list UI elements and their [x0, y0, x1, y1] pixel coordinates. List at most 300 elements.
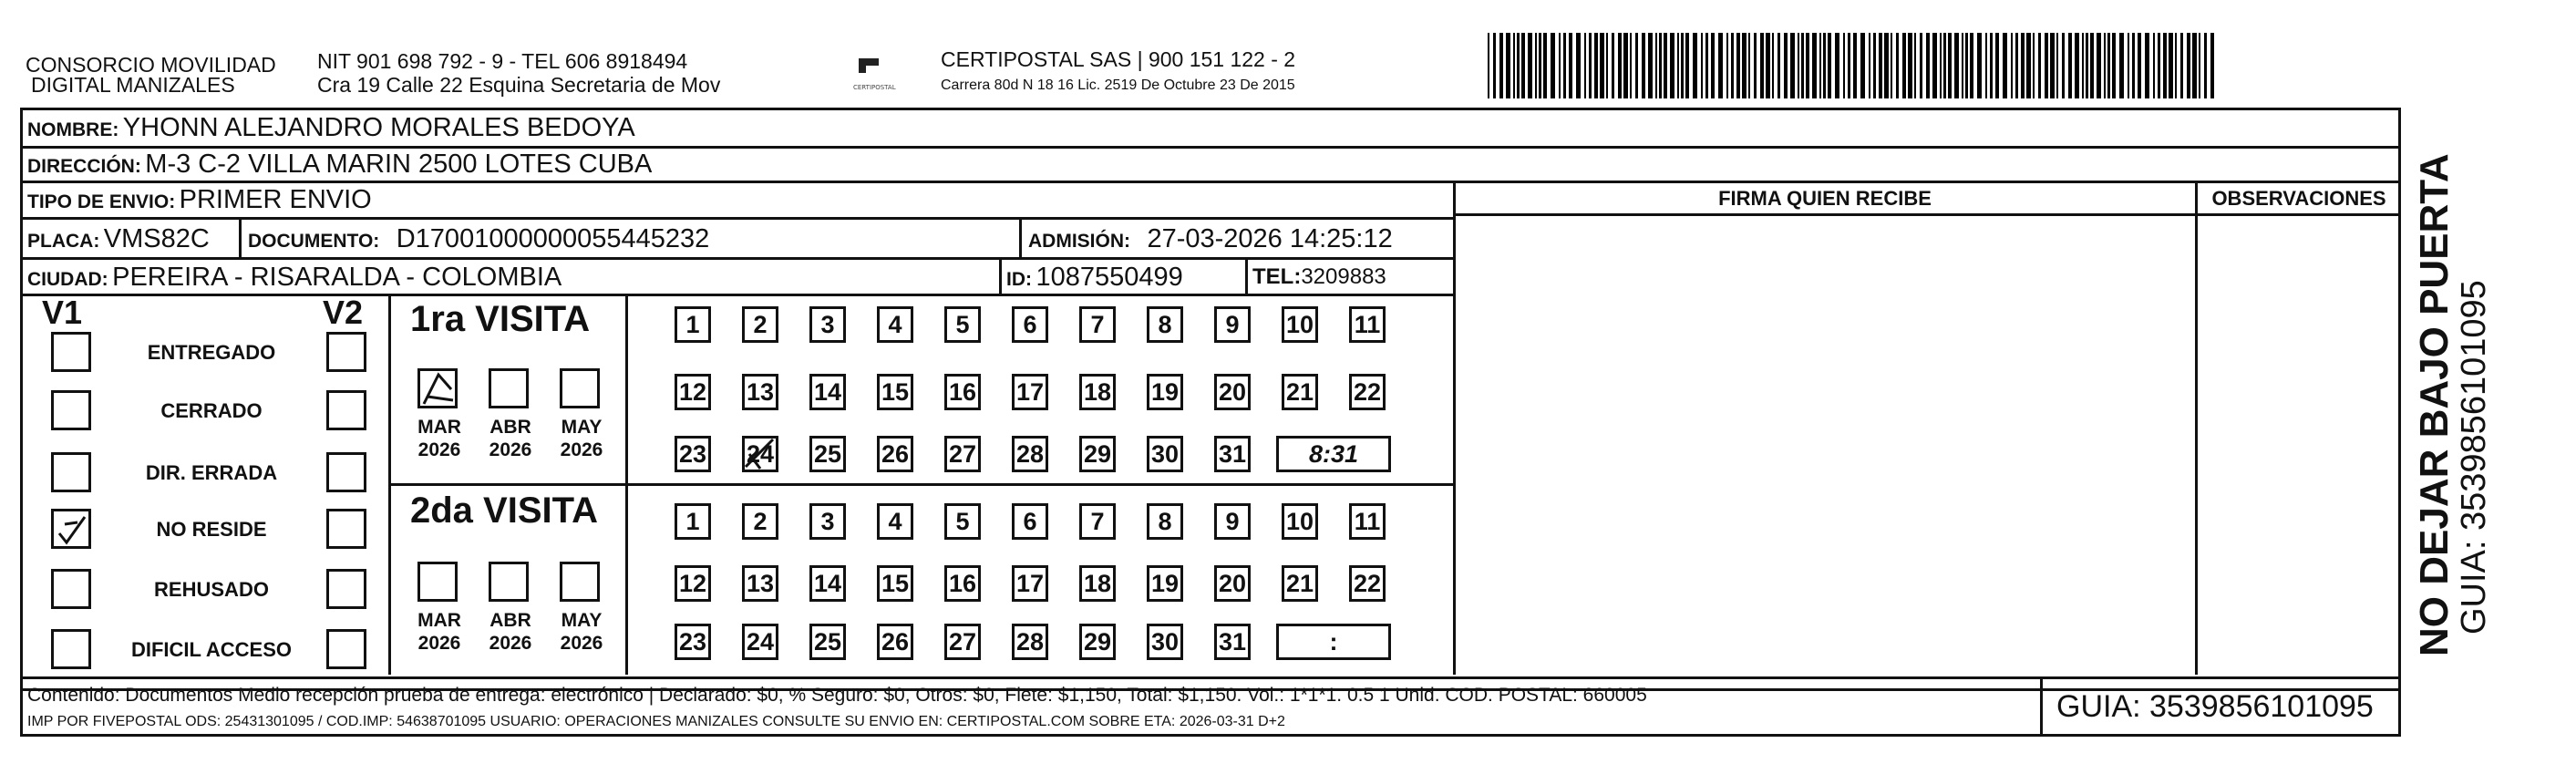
day-number: 26 [881, 628, 910, 656]
day-box[interactable] [809, 306, 846, 343]
time-box[interactable] [1276, 436, 1391, 472]
month-year: 2026 [489, 439, 532, 460]
barcode-bar [2180, 33, 2183, 98]
barcode-bar [1612, 33, 1614, 98]
barcode-bar [1902, 33, 1906, 98]
placa-row [27, 222, 210, 260]
firma-header: FIRMA QUIEN RECIBE [1718, 187, 1932, 210]
admision-row [1028, 222, 1393, 260]
barcode-bar [1943, 33, 1946, 98]
day-number: 25 [813, 628, 842, 656]
tel-value: 3209883 [1301, 264, 1386, 289]
month-checkbox[interactable] [560, 368, 600, 408]
month-checkbox[interactable] [417, 368, 458, 408]
day-box[interactable] [1214, 374, 1251, 410]
barcode-bar [1990, 33, 1993, 98]
barcode-bar [2145, 33, 2149, 98]
barcode-bar [1589, 33, 1592, 98]
time-value: : [1329, 628, 1338, 656]
day-number: 16 [948, 570, 977, 597]
company-name-line1: CONSORCIO MOVILIDAD [26, 53, 276, 77]
day-box[interactable] [944, 374, 981, 410]
barcode-bar [1823, 33, 1826, 98]
day-number: 18 [1083, 378, 1112, 406]
day-number: 11 [1354, 508, 1381, 535]
day-box[interactable] [1012, 436, 1048, 472]
day-number: 7 [1090, 311, 1105, 338]
day-box[interactable] [944, 306, 981, 343]
day-number: 31 [1218, 440, 1247, 468]
barcode-bar [2128, 33, 2129, 98]
month-year: 2026 [489, 633, 532, 654]
day-box[interactable] [1079, 624, 1116, 660]
barcode-bar [2192, 33, 2197, 98]
day-box[interactable] [809, 565, 846, 602]
barcode-bar [1606, 33, 1608, 98]
barcode-bar [1576, 33, 1581, 98]
month-label: ABR [489, 610, 531, 631]
barcode-bar [2107, 33, 2110, 98]
reason-label: CERRADO [160, 399, 263, 422]
barcode-bar [1693, 33, 1697, 98]
day-number: 23 [678, 628, 707, 656]
month-label: MAY [561, 610, 603, 631]
barcode-bar [1965, 33, 1968, 98]
direccion-value: M-3 C-2 VILLA MARIN 2500 LOTES CUBA [145, 150, 653, 179]
day-number: 21 [1285, 570, 1314, 597]
day-box[interactable] [877, 306, 913, 343]
day-box[interactable] [1147, 374, 1183, 410]
barcode-bar [1742, 33, 1747, 98]
first-visit-title: 1ra VISITA [410, 299, 591, 339]
day-box[interactable] [742, 565, 778, 602]
barcode-bar [1569, 33, 1572, 98]
barcode-bar [1766, 33, 1770, 98]
barcode-bar [1551, 33, 1555, 98]
day-number: 23 [678, 440, 707, 468]
v2-checkbox[interactable] [326, 452, 366, 492]
v2-checkbox[interactable] [326, 569, 366, 609]
barcode-bar [1772, 33, 1774, 98]
barcode-bar [1948, 33, 1952, 98]
day-number: 12 [678, 570, 707, 597]
barcode-bar [1920, 33, 1922, 98]
v1-checkbox[interactable] [51, 629, 91, 669]
day-box[interactable] [1147, 624, 1183, 660]
v2-checkbox[interactable] [326, 509, 366, 549]
day-box[interactable] [742, 624, 778, 660]
month-year: 2026 [417, 439, 461, 460]
barcode-bar [1784, 33, 1788, 98]
id-row [1006, 261, 1183, 298]
barcode-bar [2003, 33, 2007, 98]
barcode-bar [1873, 33, 1876, 98]
barcode-bar [1681, 33, 1684, 98]
barcode-bar [1535, 33, 1537, 98]
day-box[interactable] [1282, 374, 1318, 410]
day-box[interactable] [1079, 436, 1116, 472]
day-number: 2 [753, 508, 768, 535]
day-number: 24 [746, 440, 775, 468]
day-box[interactable] [675, 436, 711, 472]
barcode-bar [1630, 33, 1632, 98]
day-box[interactable] [1214, 306, 1251, 343]
barcode-bar [1539, 33, 1541, 98]
month-label-group [481, 416, 540, 461]
barcode-bar [1848, 33, 1850, 98]
month-label-group [410, 416, 469, 461]
month-label-group [481, 609, 540, 655]
barcode-bar [2097, 33, 2101, 98]
tipo-envio-value: PRIMER ENVIO [179, 185, 372, 214]
day-box[interactable] [1079, 374, 1116, 410]
barcode-bar [2090, 33, 2094, 98]
day-box[interactable] [1349, 503, 1386, 540]
day-box[interactable] [1214, 624, 1251, 660]
day-box[interactable] [742, 374, 778, 410]
day-box[interactable] [1282, 565, 1318, 602]
day-box[interactable] [675, 306, 711, 343]
barcode-bar [1521, 33, 1525, 98]
signature-area[interactable] [1457, 217, 2193, 673]
month-year: 2026 [560, 439, 603, 460]
day-number: 24 [746, 628, 775, 656]
day-number: 30 [1150, 628, 1180, 656]
reason-label: NO RESIDE [156, 518, 267, 541]
day-box[interactable] [1282, 503, 1318, 540]
day-number: 4 [888, 311, 902, 338]
svg-text:CERTIPOSTAL: CERTIPOSTAL [853, 84, 896, 91]
second-visit-title: 2da VISITA [410, 490, 598, 531]
check-mark-icon [420, 371, 457, 408]
ciudad-row [27, 261, 562, 298]
barcode-bar [1513, 33, 1515, 98]
v1-checkbox[interactable] [51, 569, 91, 609]
carrier-address: Carrera 80d N 18 16 Lic. 2519 De Octubre 23 De 2015 [941, 77, 1295, 93]
day-number: 1 [685, 508, 700, 535]
admision-value: 27-03-2026 14:25:12 [1147, 224, 1393, 253]
day-number: 1 [685, 311, 700, 338]
day-box[interactable] [944, 565, 981, 602]
tel-label: TEL: [1252, 264, 1302, 289]
barcode-bar [1932, 33, 1937, 98]
day-box[interactable] [944, 624, 981, 660]
day-box[interactable] [1147, 565, 1183, 602]
day-box[interactable] [742, 503, 778, 540]
day-box[interactable] [877, 565, 913, 602]
v1-checkbox[interactable] [51, 509, 91, 549]
barcode-bar [1835, 33, 1839, 98]
barcode-bar [2026, 33, 2031, 98]
day-number: 9 [1225, 508, 1240, 535]
barcode-bar [1659, 33, 1662, 98]
v1-checkbox[interactable] [51, 332, 91, 372]
day-number: 17 [1015, 570, 1045, 597]
day-box[interactable] [1349, 565, 1386, 602]
month-label: MAY [561, 417, 603, 438]
day-number: 22 [1353, 378, 1382, 406]
barcode-bar [2158, 33, 2160, 98]
barcode-bar [1655, 33, 1657, 98]
id-value: 1087550499 [1036, 263, 1183, 292]
day-number: 10 [1285, 311, 1314, 338]
side-guia: GUIA: 3539856101095 [2455, 280, 2493, 635]
day-number: 2 [753, 311, 768, 338]
day-box[interactable] [809, 624, 846, 660]
v1-checkbox[interactable] [51, 390, 91, 430]
barcode-bar [1812, 33, 1817, 98]
day-box[interactable] [944, 503, 981, 540]
barcode-bar [2169, 33, 2173, 98]
observations-area[interactable] [2199, 217, 2399, 673]
day-box[interactable] [1214, 503, 1251, 540]
imp-text: IMP POR FIVEPOSTAL ODS: 25431301095 / COD.IMP: 54638701095 USUARIO: OPERACIONES MANIZALES CONSULTE SU ENVIO EN: CERTIPOSTAL.COM SOBRE ETA: 2026-03-31 D+2 [27, 714, 1285, 729]
side-text [2414, 153, 2492, 656]
day-number: 10 [1285, 508, 1314, 535]
nombre-label: NOMBRE: [27, 119, 119, 140]
v2-checkbox[interactable] [326, 390, 366, 430]
day-box[interactable] [1214, 565, 1251, 602]
day-number: 31 [1218, 628, 1247, 656]
day-number: 25 [813, 440, 842, 468]
barcode-bar [1869, 33, 1870, 98]
day-number: 20 [1218, 570, 1247, 597]
v1-label: V1 [42, 294, 83, 331]
day-box[interactable] [809, 503, 846, 540]
barcode-bar [2119, 33, 2124, 98]
barcode-bar [2068, 33, 2072, 98]
barcode-bar [2056, 33, 2058, 98]
barcode-bar [1718, 33, 1723, 98]
day-box[interactable] [742, 436, 778, 472]
month-year: 2026 [560, 633, 603, 654]
barcode-bar [1563, 33, 1566, 98]
day-box[interactable] [1012, 306, 1048, 343]
time-value: 8:31 [1308, 440, 1359, 468]
v1-checkbox[interactable] [51, 452, 91, 492]
day-number: 3 [820, 508, 835, 535]
day-box[interactable] [675, 374, 711, 410]
barcode-bar [1801, 33, 1804, 98]
ciudad-value: PEREIRA - RISARALDA - COLOMBIA [112, 263, 562, 292]
day-number: 8 [1158, 311, 1172, 338]
barcode-bar [2132, 33, 2135, 98]
reason-label: DIFICIL ACCESO [130, 638, 292, 661]
documento-label: DOCUMENTO: [248, 231, 380, 252]
barcode-bar [1731, 33, 1734, 98]
admision-label: ADMISIÓN: [1028, 231, 1130, 252]
barcode-bar [1790, 33, 1795, 98]
month-label-group [410, 609, 469, 655]
no-dejar-bajo-puerta: NO DEJAR BAJO PUERTA [2412, 153, 2457, 656]
check-mark-icon [54, 511, 90, 548]
barcode-bar [1891, 33, 1892, 98]
day-box[interactable] [1079, 565, 1116, 602]
v2-checkbox[interactable] [326, 332, 366, 372]
direccion-row [27, 148, 652, 185]
day-box[interactable] [1282, 306, 1318, 343]
day-box[interactable] [877, 624, 913, 660]
barcode-bar [1506, 33, 1510, 98]
day-box[interactable] [675, 503, 711, 540]
barcode-bar [1908, 33, 1912, 98]
day-number: 27 [948, 440, 977, 468]
day-number: 9 [1225, 311, 1240, 338]
barcode-bar [1543, 33, 1547, 98]
reason-label: ENTREGADO [147, 341, 276, 364]
day-box[interactable] [809, 436, 846, 472]
barcode-bar [2050, 33, 2055, 98]
barcode-bar [2086, 33, 2088, 98]
address-line: Cra 19 Calle 22 Esquina Secretaria de Mov [317, 73, 721, 97]
placa-value: VMS82C [103, 224, 210, 253]
day-number: 13 [746, 378, 775, 406]
barcode-bar [1664, 33, 1667, 98]
check-mark-icon [742, 436, 778, 472]
day-number: 29 [1083, 628, 1112, 656]
barcode-bar [1517, 33, 1520, 98]
month-checkbox[interactable] [560, 562, 600, 602]
month-checkbox[interactable] [489, 368, 529, 408]
month-label: MAR [417, 417, 461, 438]
tipo-envio-row [27, 183, 372, 221]
day-box[interactable] [809, 374, 846, 410]
barcode-bar [2153, 33, 2155, 98]
day-number: 17 [1015, 378, 1045, 406]
barcode-bar [1860, 33, 1865, 98]
time-box[interactable] [1276, 624, 1391, 660]
placa-label: PLACA: [27, 231, 100, 252]
month-year: 2026 [417, 633, 461, 654]
barcode-bar [2082, 33, 2084, 98]
day-number: 27 [948, 628, 977, 656]
barcode-bar [1914, 33, 1916, 98]
barcode-bar [1726, 33, 1728, 98]
day-number: 8 [1158, 508, 1172, 535]
barcode-bar [1648, 33, 1653, 98]
barcode-bar [1584, 33, 1586, 98]
reason-label: DIR. ERRADA [145, 461, 278, 484]
day-number: 26 [881, 440, 910, 468]
carrier-logo-icon [853, 53, 896, 98]
day-box[interactable] [1147, 503, 1183, 540]
carrier-line: CERTIPOSTAL SAS | 900 151 122 - 2 [941, 47, 1296, 71]
barcode [1488, 33, 2217, 98]
day-number: 15 [881, 378, 910, 406]
barcode-bar [1954, 33, 1959, 98]
day-box[interactable] [877, 503, 913, 540]
nombre-value: YHONN ALEJANDRO MORALES BEDOYA [122, 113, 635, 142]
day-number: 7 [1090, 508, 1105, 535]
day-box[interactable] [1079, 306, 1116, 343]
barcode-bar [1828, 33, 1831, 98]
day-box[interactable] [1349, 374, 1386, 410]
barcode-bar [1896, 33, 1899, 98]
day-box[interactable] [1012, 624, 1048, 660]
barcode-bar [2021, 33, 2025, 98]
day-number: 19 [1150, 378, 1180, 406]
day-number: 6 [1023, 508, 1037, 535]
barcode-bar [1879, 33, 1882, 98]
barcode-bar [1594, 33, 1598, 98]
day-box[interactable] [1012, 565, 1048, 602]
observaciones-header: OBSERVACIONES [2211, 187, 2386, 210]
barcode-bar [1760, 33, 1764, 98]
barcode-bar [1962, 33, 1963, 98]
nombre-row [27, 111, 635, 149]
day-box[interactable] [1012, 374, 1048, 410]
barcode-bar [2175, 33, 2177, 98]
month-label-group [552, 609, 611, 655]
barcode-bar [1777, 33, 1780, 98]
barcode-bar [2187, 33, 2190, 98]
day-number: 28 [1015, 440, 1045, 468]
day-box[interactable] [1214, 436, 1251, 472]
barcode-bar [1488, 33, 1489, 98]
barcode-bar [1642, 33, 1645, 98]
barcode-bar [2104, 33, 2106, 98]
day-box[interactable] [675, 565, 711, 602]
day-number: 30 [1150, 440, 1180, 468]
barcode-bar [1635, 33, 1638, 98]
barcode-bar [1705, 33, 1708, 98]
barcode-bar [1985, 33, 1987, 98]
barcode-bar [2033, 33, 2035, 98]
barcode-bar [1926, 33, 1930, 98]
barcode-bar [2062, 33, 2065, 98]
barcode-bar [1754, 33, 1757, 98]
day-box[interactable] [675, 624, 711, 660]
day-box[interactable] [944, 436, 981, 472]
barcode-bar [2075, 33, 2079, 98]
day-box[interactable] [877, 436, 913, 472]
ciudad-label: CIUDAD: [27, 269, 108, 290]
day-box[interactable] [1012, 503, 1048, 540]
month-checkbox[interactable] [417, 562, 458, 602]
barcode-bar [2038, 33, 2041, 98]
day-number: 5 [955, 311, 970, 338]
day-number: 28 [1015, 628, 1045, 656]
barcode-bar [2204, 33, 2207, 98]
barcode-bar [1853, 33, 1857, 98]
barcode-bar [1670, 33, 1674, 98]
day-box[interactable] [877, 374, 913, 410]
day-number: 11 [1354, 311, 1381, 338]
barcode-bar [1736, 33, 1740, 98]
reason-label: REHUSADO [154, 578, 269, 601]
barcode-bar [1843, 33, 1845, 98]
direccion-label: DIRECCIÓN: [27, 156, 141, 177]
day-number: 16 [948, 378, 977, 406]
day-box[interactable] [742, 306, 778, 343]
v2-checkbox[interactable] [326, 629, 366, 669]
barcode-bar [1685, 33, 1689, 98]
nit-line: NIT 901 698 792 - 9 - TEL 606 8918494 [317, 49, 688, 73]
month-checkbox[interactable] [489, 562, 529, 602]
day-number: 13 [746, 570, 775, 597]
tipo-envio-label: TIPO DE ENVIO: [27, 191, 176, 212]
barcode-bar [1884, 33, 1889, 98]
company-name-line2: DIGITAL MANIZALES [31, 73, 235, 97]
day-box[interactable] [1147, 306, 1183, 343]
day-box[interactable] [1147, 436, 1183, 472]
day-box[interactable] [1349, 306, 1386, 343]
barcode-bar [1701, 33, 1703, 98]
day-number: 18 [1083, 570, 1112, 597]
day-box[interactable] [1079, 503, 1116, 540]
day-number: 14 [813, 378, 842, 406]
v2-label: V2 [323, 294, 364, 331]
